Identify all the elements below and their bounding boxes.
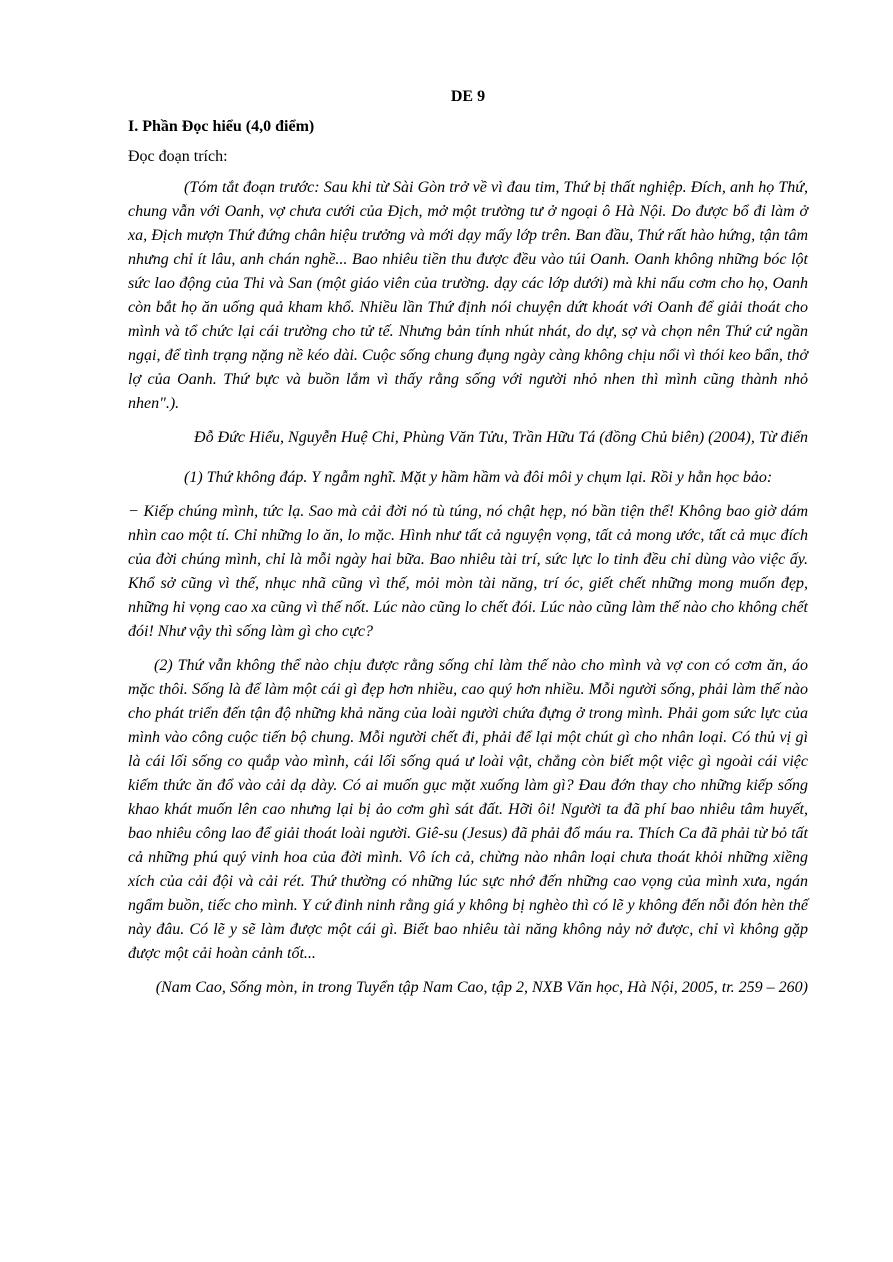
passage-paragraph-2: (2) Thứ vẫn không thể nào chịu được rằng sống chỉ làm thế nào cho mình và vợ con có cơm ăn, áo mặc thôi. Sống là để làm một cái gì đẹp hơn nhiều, cao quý hơn nhiều. Mỗi người sống, phải làm thế nào cho phát triển đến tận độ những khả năng của loài người chứa đựng ở trong mình. Phải gom sức lực của mình vào công cuộc tiến bộ chung. Mỗi người chết đi, phải để lại một chút gì cho nhân loại. Có thủ vị gì là cái lối sống co quắp vào mình, cái lối sống quá ư loài vật, chẳng còn biết một việc gì ngoài cái việc kiếm thức ăn đổ vào cải dạ dày. Có ai muốn gục mặt xuống làm gì? Đau đớn thay cho những kiếp sống khao khát muốn lên cao nhưng lại bị ảo cơm ghì sát đất. Hỡi ôi! Người ta đã phí bao nhiêu tâm huyết, bao nhiêu công lao để giải thoát loài người. Giê-su (Jesus) đã phải đổ máu ra. Thích Ca đã phải từ bỏ tất cả những phú quý vinh hoa của đời mình. Vô ích cả, chừng nào nhân loại chưa thoát khỏi những xiềng xích của cải đội và cải rét. Thứ thường có những lúc sực nhớ đến những cao vọng của mình xưa, ngán ngẩm buồn, tiếc cho mình. Y cứ đinh ninh rằng giá y không bị nghèo thì có lẽ y không đến nỗi đón hèn thế này đâu. Có lẽ y sẽ làm được một cái gì. Biết bao nhiêu tài năng không nảy nở được, chỉ vì không gặp được một cải hoàn cảnh tốt... — [128, 657, 808, 962]
passage-paragraph-1-intro: (1) Thứ không đáp. Y ngẫm nghĩ. Mặt y hầm hầm và đôi môi y chụm lại. Rồi y hằn học bảo: — [184, 469, 773, 486]
passage-paragraph-1-speech: − Kiếp chúng mình, tức lạ. Sao mà cải đời nó tù túng, nó chật hẹp, nó bần tiện thể! Không bao giờ dám nhìn cao một tí. Chỉ những lo ăn, lo mặc. Hình như tất cả nguyện vọng, tất cả mong ước, tất cả mục đích của đời chúng mình, chỉ là mỗi ngày hai bữa. Bao nhiêu tài trí, sức lực lo tinh đều chỉ dùng vào việc ấy. Khổ sở cũng vì thế, nhục nhã cũng vì thế, mỏi mòn tài năng, trí óc, giết chết những mong muốn đẹp, những hi vọng cao xa cũng vì thế nốt. Lúc nào cũng lo chết đói. Lúc nào cũng làm thế nào cho không chết đói! Như vậy thì sống làm gì cho cực? — [128, 503, 808, 640]
source-citation: (Nam Cao, Sống mòn, in trong Tuyển tập Nam Cao, tập 2, NXB Văn học, Hà Nội, 2005, tr. 259 – 260) — [155, 979, 808, 996]
exam-title: DE 9 — [450, 88, 486, 105]
summary-citation: Đỗ Đức Hiểu, Nguyễn Huệ Chi, Phùng Văn Tửu, Trần Hữu Tá (đồng Chủ biên) (2004), Từ điển — [194, 429, 808, 446]
summary-paragraph: (Tóm tắt đoạn trước: Sau khi từ Sài Gòn trở về vì đau tim, Thứ bị thất nghiệp. Đích, anh họ Thứ, chung vẫn với Oanh, vợ chưa cưới của Địch, mở một trường tư ở ngoại ô Hà Nội. Do được bổ đi làm ở xa, Địch mượn Thứ đứng chân hiệu trưởng và mới dạy mấy lớp trên. Ban đầu, Thứ rất hào hứng, tận tâm nhưng chỉ ít lâu, anh chán nghề... Bao nhiêu tiền thu được đều vào túi Oanh. Oanh không những bóc lột sức lao động của Thi và San (một giáo viên của trường. dạy các lớp dưới) mà khi nấu cơm cho họ, Oanh còn bắt họ ăn uống quả kham khổ. Nhiều lần Thứ định nói chuyện dứt khoát với Oanh để giải thoát cho mình và tổ chức lại cái trường cho tử tế. Nhưng bản tính nhút nhát, do dự, sợ và chọn nên Thứ cứ ngần ngại, để tình trạng nặng nề kéo dài. Cuộc sống chung đụng ngày càng không chịu nổi vì thói keo bẩn, thở lợ của Oanh. Thứ bực và buồn lắm vì thấy rằng sống với người nhỏ nhen thì mình cũng thành nhỏ nhen".). — [128, 179, 808, 412]
document-page — [128, 86, 808, 1000]
reading-instruction: Đọc đoạn trích: — [128, 148, 228, 165]
section-heading: I. Phần Đọc hiểu (4,0 điểm) — [128, 118, 315, 135]
